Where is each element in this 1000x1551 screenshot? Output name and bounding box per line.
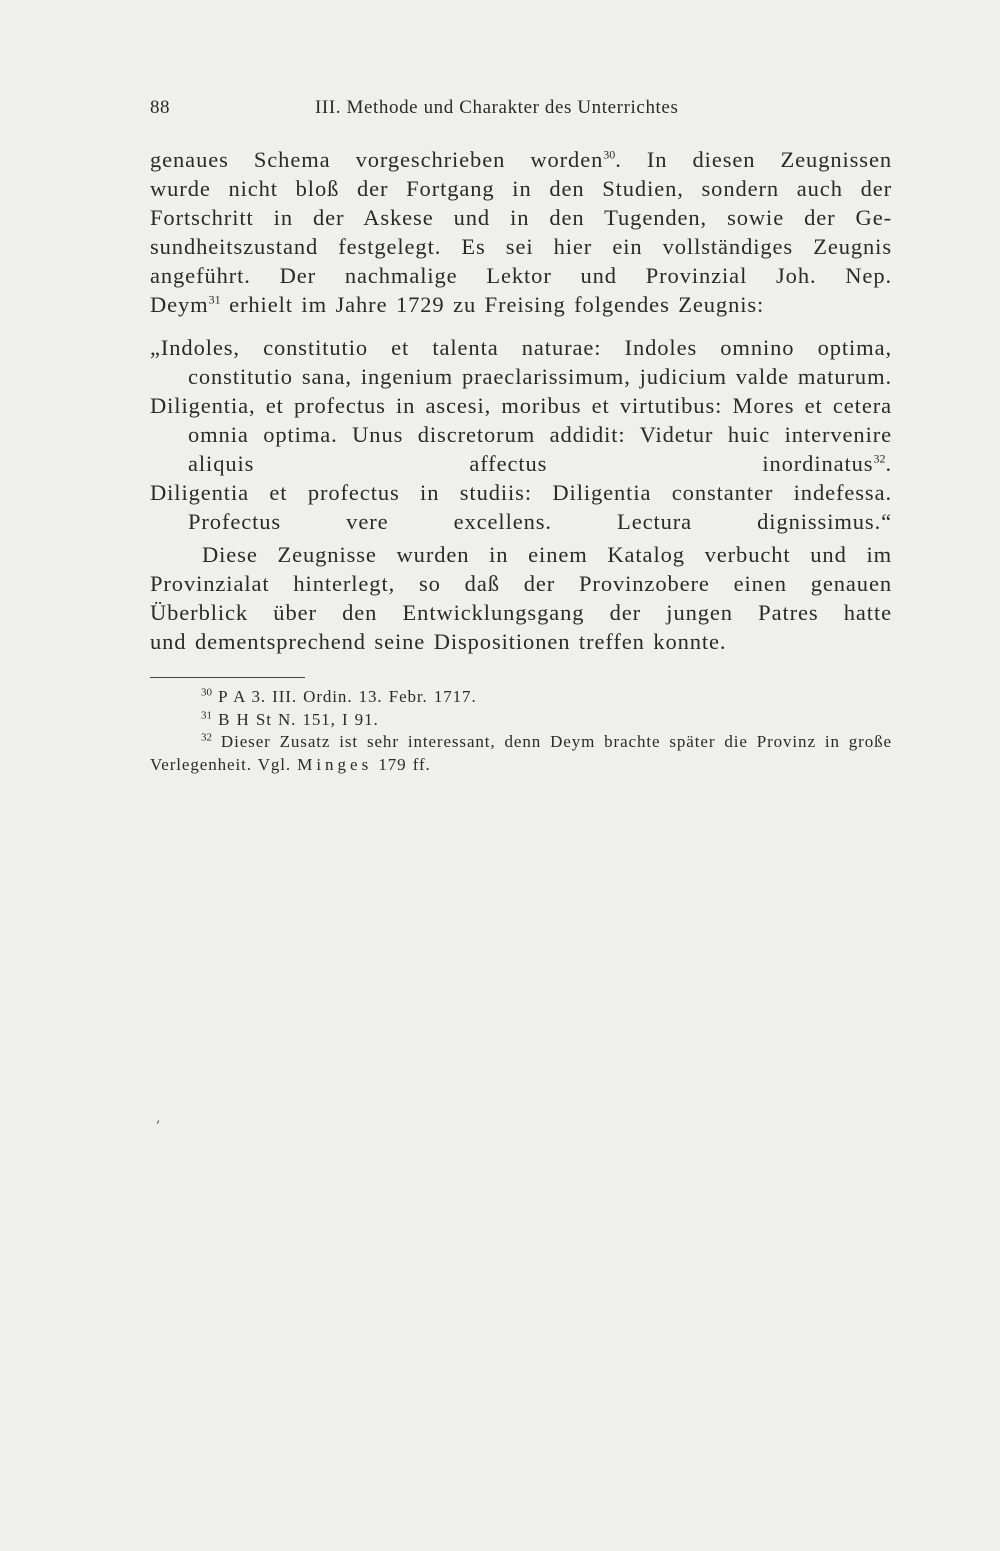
paragraph-closing [150,540,892,656]
text-line: Fortschritt in der Askese und in den Tugenden, sowie der Ge- [150,205,892,230]
text-line: und dementsprechend seine Dispositionen treffen konnte. [150,629,727,654]
footnote-ref-32: 32 [873,451,886,466]
footnote-31: $^{31}$ B H St N. 151, I 91. [201,708,379,729]
text-line: angeführt. Der nachmalige Lektor und Provinzial Joh. Nep. [150,263,892,288]
quoted-testimonial [150,333,892,536]
text-line: Diese Zeugnisse wurden in einem Katalog verbucht und im [202,542,892,567]
footnote-32: $^{32}$ Dieser Zusatz ist sehr interessant, denn Deym brachte später die Provinz in große Verlegenheit. Vgl. Minges 179 ff. [150,731,892,774]
text-line: genaues Schema vorgeschrieben worden$^{30}$. In diesen Zeugnissen [150,147,892,172]
footnote-30: $^{30}$ P A 3. III. Ordin. 13. Febr. 1717. [201,686,477,706]
running-head: III. Methode und Charakter des Unterrichtes [315,97,679,118]
paragraph-intro [150,145,892,319]
footnotes [150,686,892,776]
author-name: Minges [297,754,373,774]
text-line: Provinzialat hinterlegt, so daß der Provinzobere einen genauen [150,571,892,596]
page-header [150,97,890,123]
quote-paragraph: „Indoles, constitutio et talenta naturae: Indoles omnino optima, constitutio sana, ingenium praeclarissimum, judicium valde maturum. [150,335,892,389]
text-line: Überblick über den Entwicklungsgang der jungen Patres hatte [150,600,892,625]
stray-mark: , [156,1110,161,1126]
main-text [150,145,892,656]
footnote-ref-31: 31 [208,292,221,307]
footnote-divider [150,677,305,678]
footnote-ref-30: 30 [603,147,616,162]
quote-paragraph: Diligentia, et profectus in ascesi, moribus et virtutibus: Mores et cetera omnia optima. Unus discretorum addidit: Videtur huic intervenire aliquis affectus inordinatus$^{32}$. [150,393,892,476]
text-line: Deym$^{31}$ erhielt im Jahre 1729 zu Freising folgendes Zeugnis: [150,292,765,317]
text-line: wurde nicht bloß der Fortgang in den Studien, sondern auch der [150,176,892,201]
quote-paragraph: Diligentia et profectus in studiis: Diligentia constanter indefessa. Profectus vere excellens. Lectura dignissimus.“ [150,480,892,534]
text-line: sundheitszustand festgelegt. Es sei hier ein vollständiges Zeugnis [150,234,892,259]
page-number: 88 [150,97,170,118]
